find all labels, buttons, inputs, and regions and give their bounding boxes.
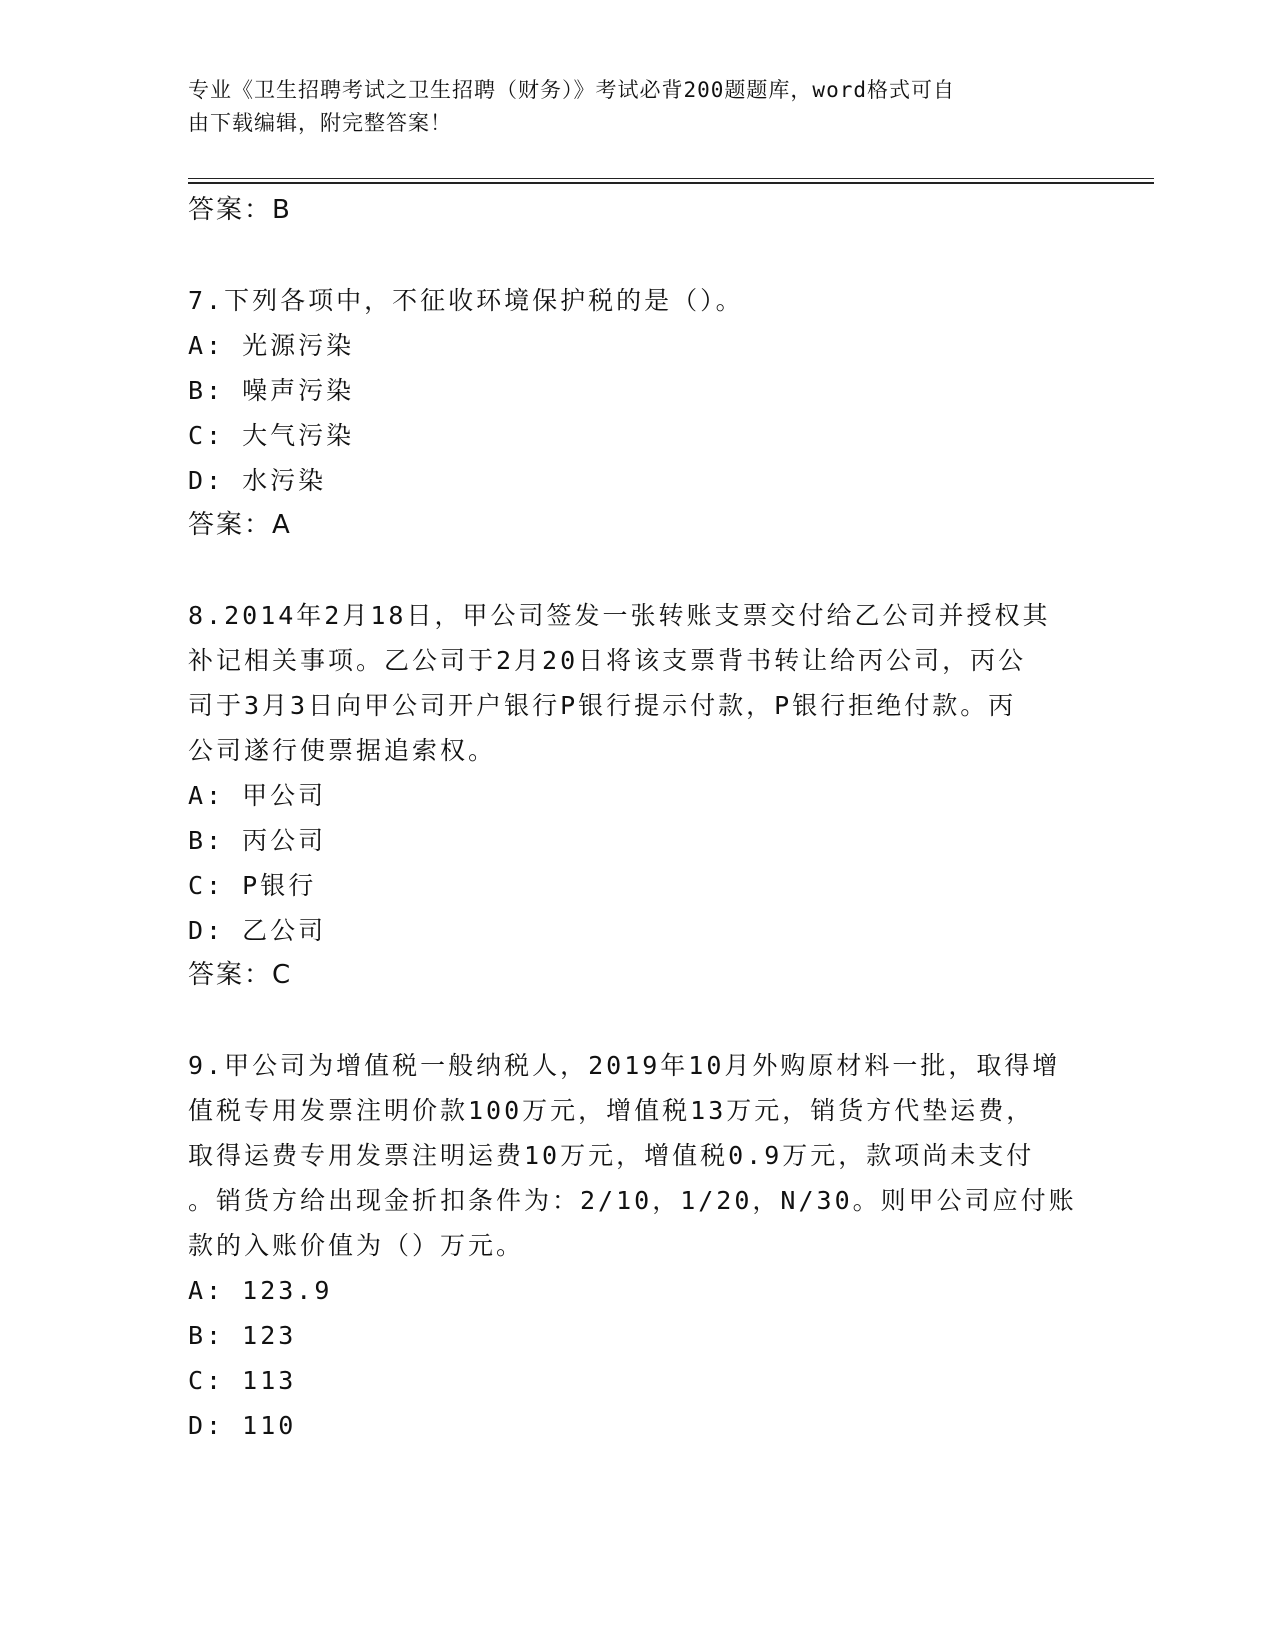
- question-line: 公司遂行使票据追索权。: [188, 736, 497, 765]
- blank-line: [188, 998, 1088, 1043]
- question-line: 补记相关事项。乙公司于2月20日将该支票背书转让给丙公司，丙公: [188, 646, 1027, 675]
- question-line: 取得运费专用发票注明运费10万元，增值税0.9万元，款项尚未支付: [188, 1141, 1035, 1170]
- question-line: 司于3月3日向甲公司开户银行P银行提示付款，P银行拒绝付款。丙: [188, 691, 1017, 720]
- blank-line: [188, 233, 1088, 278]
- question-line: 9.甲公司为增值税一般纳税人，2019年10月外购原材料一批，取得增: [188, 1051, 1061, 1080]
- blank-line: [188, 548, 1088, 593]
- header-divider-thin: [188, 178, 1154, 179]
- question-line: 款的入账价值为（）万元。: [188, 1231, 525, 1260]
- answer-line: 答案：C: [188, 960, 293, 990]
- question-line: A: 光源污染: [188, 331, 355, 360]
- question-list: [188, 188, 1088, 1448]
- question-line: A: 甲公司: [188, 781, 327, 810]
- question-line: C: 113: [188, 1366, 297, 1395]
- question-line: 7.下列各项中，不征收环境保护税的是（）。: [188, 286, 744, 315]
- answer-line: 答案：B: [188, 195, 292, 225]
- question-line: B: 丙公司: [188, 826, 327, 855]
- header-line: 由下载编辑，附完整答案！: [188, 111, 452, 135]
- question-line: B: 123: [188, 1321, 297, 1350]
- answer-line: 答案：A: [188, 510, 292, 540]
- question-line: 值税专用发票注明价款100万元，增值税13万元，销货方代垫运费，: [188, 1096, 1035, 1125]
- header-line: 专业《卫生招聘考试之卫生招聘（财务）》考试必背200题题库，word格式可自: [188, 78, 955, 102]
- question-line: B: 噪声污染: [188, 376, 355, 405]
- question-line: D: 水污染: [188, 466, 327, 495]
- question-line: 8.2014年2月18日，甲公司签发一张转账支票交付给乙公司并授权其: [188, 601, 1051, 630]
- question-line: D: 110: [188, 1411, 297, 1440]
- question-line: A: 123.9: [188, 1276, 333, 1305]
- question-line: C: 大气污染: [188, 421, 355, 450]
- question-line: C: P银行: [188, 871, 317, 900]
- question-line: D: 乙公司: [188, 916, 327, 945]
- document-header: [188, 74, 1068, 140]
- question-line: 。销货方给出现金折扣条件为：2/10，1/20，N/30。则甲公司应付账: [188, 1186, 1077, 1215]
- header-divider-thick: [188, 182, 1154, 184]
